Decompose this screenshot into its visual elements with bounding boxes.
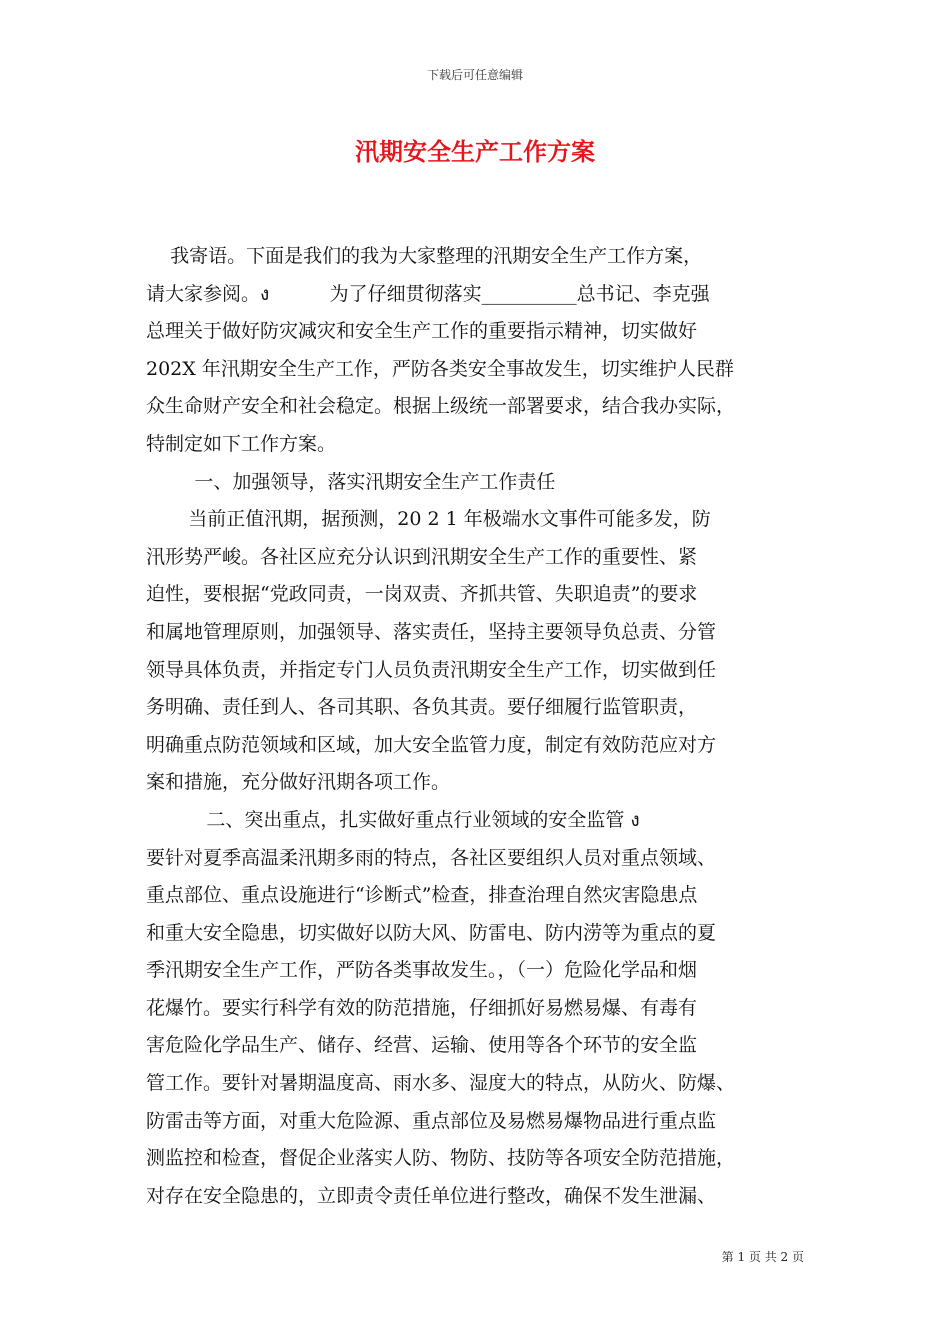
- body-line: 请大家参阅。ง 为了仔细贯彻落实__________总书记、李克强: [146, 282, 710, 305]
- body-line: 汛形势严峻。各社区应充分认识到汛期安全生产工作的重要性、紧: [146, 545, 698, 568]
- body-line: 二、突出重点，扎实做好重点行业领域的安全监管 ง: [146, 808, 640, 831]
- body-line: 明确重点防范领域和区域，加大安全监管力度，制定有效防范应对方: [146, 733, 717, 756]
- body-line: 花爆竹。要实行科学有效的防范措施，仔细抓好易燃易爆、有毒有: [146, 996, 698, 1019]
- body-line: 202X 年汛期安全生产工作，严防各类安全事故发生，切实维护人民群: [146, 357, 734, 380]
- body-line: 众生命财产安全和社会稳定。根据上级统一部署要求，结合我办实际，: [146, 395, 736, 418]
- document-title: 汛期安全生产工作方案: [355, 137, 595, 166]
- body-line: 我寄语。下面是我们的我为大家整理的汛期安全生产工作方案，: [146, 245, 703, 267]
- body-line: 测监控和检查，督促企业落实人防、物防、技防等各项安全防范措施，: [146, 1147, 736, 1170]
- body-line: 害危险化学品生产、储存、经营、运输、使用等各个环节的安全监: [146, 1034, 698, 1057]
- body-line: 重点部位、重点设施进行“诊断式”检查，排查治理自然灾害隐患点: [146, 884, 698, 907]
- body-line: 和重大安全隐患，切实做好以防大风、防雷电、防内涝等为重点的夏: [146, 921, 717, 944]
- body-line: 总理关于做好防灾减灾和安全生产工作的重要指示精神，切实做好: [146, 320, 698, 343]
- body-line: 当前正值汛期，据预测，20 2 1 年极端水文事件可能多发，防: [146, 508, 711, 531]
- body-line: 季汛期安全生产工作，严防各类事故发生。，（一）危险化学品和烟: [146, 959, 698, 982]
- body-line: 防雷击等方面，对重大危险源、重点部位及易燃易爆物品进行重点监: [146, 1109, 717, 1132]
- document-body: [146, 238, 814, 1215]
- body-line: 一、加强领导，落实汛期安全生产工作责任: [146, 470, 556, 493]
- body-line: 要针对夏季高温柔汛期多雨的特点，各社区要组织人员对重点领域、: [146, 846, 717, 869]
- page-number: 第 1 页 共 2 页: [721, 1250, 804, 1264]
- body-line: 领导具体负责，并指定专门人员负责汛期安全生产工作，切实做到任: [146, 658, 717, 681]
- body-line: 务明确、责任到人、各司其职、各负其责。要仔细履行监管职责，: [146, 696, 698, 719]
- body-line: 管工作。要针对暑期温度高、雨水多、湿度大的特点，从防火、防爆、: [146, 1072, 736, 1095]
- body-line: 和属地管理原则，加强领导、落实责任，坚持主要领导负总责、分管: [146, 620, 717, 643]
- header-note: 下载后可任意编辑: [426, 68, 523, 82]
- body-line: 迫性，要根据“党政同责，一岗双责、齐抓共管、失职追责”的要求: [146, 583, 698, 606]
- body-line: 特制定如下工作方案。: [146, 432, 337, 455]
- body-line: 对存在安全隐患的，立即责令责任单位进行整改，确保不发生泄漏、: [146, 1184, 717, 1207]
- body-line: 案和措施，充分做好汛期各项工作。: [146, 771, 451, 794]
